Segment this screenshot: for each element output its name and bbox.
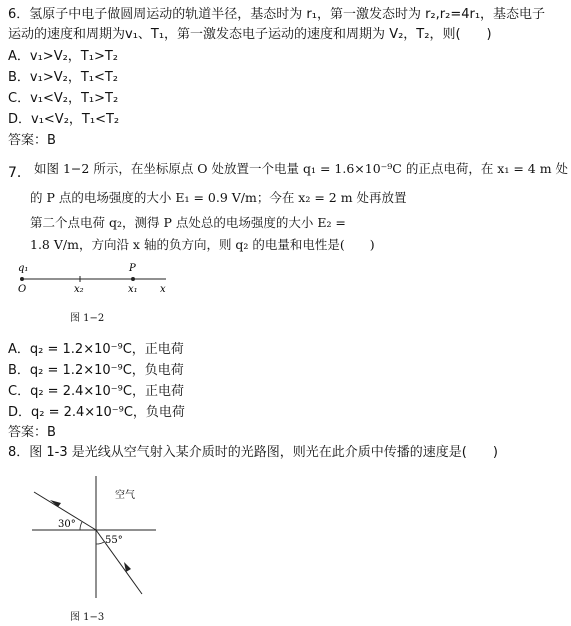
q7-stem-line4: 1.8 V/m，方向沿 x 轴的负方向，则 q₂ 的电量和电性是( ) (30, 237, 375, 252)
q7-answer: 答案：B (8, 425, 56, 440)
figure-1-3-caption: 图 1−3 (70, 612, 105, 623)
q8-stem-line1: 8．图 1-3 是光线从空气射入某介质时的光路图，则光在此介质中传播的速度是( ) (8, 445, 498, 460)
label-x1: x₁ (128, 284, 138, 295)
q7-option-a: A．q₂ = 1.2×10⁻⁹C，正电荷 (8, 342, 184, 357)
q7-option-b: B．q₂ = 1.2×10⁻⁹C，负电荷 (8, 363, 184, 378)
q7-stem-line3: 第二个点电荷 q₂，测得 P 点处总的电场强度的大小 E₂ = (30, 215, 346, 230)
label-angle-55: 55° (105, 535, 123, 546)
figure-1-3 (0, 468, 200, 608)
q6-option-b: B．v₁>V₂，T₁<T₂ (8, 70, 119, 85)
q6-answer: 答案：B (8, 133, 56, 148)
point-p-dot (131, 277, 135, 281)
origin-dot (20, 277, 24, 281)
label-air: 空气 (115, 490, 135, 501)
label-angle-30: 30° (58, 519, 76, 530)
q6-stem-line2: 运动的速度和周期为v₁、T₁，第一激发态电子运动的速度和周期为 V₂，T₂，则( ) (8, 27, 492, 42)
label-o: O (18, 284, 27, 295)
q7-stem-line2: 的 P 点的电场强度的大小 E₁ = 0.9 V/m；今在 x₂ = 2 m 处再放置 (30, 190, 407, 205)
q7-option-c: C．q₂ = 2.4×10⁻⁹C，正电荷 (8, 384, 184, 399)
figure-1-2-caption: 图 1−2 (70, 313, 105, 324)
label-p: P (129, 263, 136, 274)
angle-arc-55 (96, 542, 104, 544)
figure-1-2 (0, 255, 200, 305)
q7-option-d: D．q₂ = 2.4×10⁻⁹C，负电荷 (8, 405, 185, 420)
q7-stem-line1: 如图 1−2 所示，在坐标原点 O 处放置一个电量 q₁ = 1.6×10⁻⁹C 的正点电荷，在 x₁ = 4 m 处 (34, 161, 569, 176)
q6-option-c: C．v₁<V₂，T₁>T₂ (8, 91, 119, 106)
angle-arc-30 (80, 522, 82, 530)
q7-number: 7． (8, 165, 31, 181)
q6-stem-line1: 6．氢原子中电子做圆周运动的轨道半径，基态时为 r₁，第一激发态时为 r₂,r₂=4r₁，基态电子 (8, 7, 546, 22)
q6-option-a: A．v₁>V₂，T₁>T₂ (8, 49, 118, 64)
label-x2: x₂ (74, 284, 84, 295)
incident-arrow-icon (50, 500, 61, 507)
label-x: x (160, 284, 166, 295)
q6-option-d: D．v₁<V₂，T₁<T₂ (8, 112, 120, 127)
label-q1: q₁ (18, 263, 29, 274)
